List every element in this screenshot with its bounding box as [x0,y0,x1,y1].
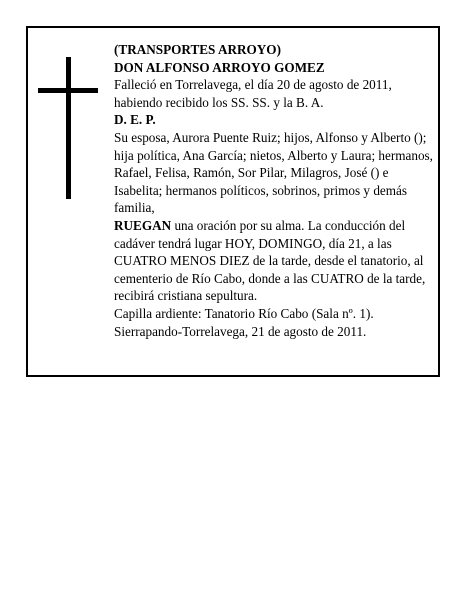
death-statement: Falleció en Torrelavega, el día 20 de agosto de 2011, habiendo recibido los SS. SS. y la B. A. [114,77,392,110]
place-date: Sierrapando-Torrelavega, 21 de agosto de 2011. [114,323,367,339]
notice-text [114,41,436,340]
rip-line: D. E. P. [114,112,156,128]
request-verb: RUEGAN [114,217,172,233]
funeral-details: una oración por su alma. La conducción del cadáver tendrá lugar HOY, DOMINGO, día 21, a las CUATRO MENOS DIEZ de la tarde, desde el tanatorio, al cementerio de Río Cabo, donde a las CUATRO de la tarde, recibirá cristiana sepultura. [114,217,426,304]
chapel-info: Capilla ardiente: Tanatorio Río Cabo (Sala nº. 1). [114,305,374,321]
funeral-request [114,217,436,305]
cross-vertical-bar [66,57,71,199]
deceased-name: DON ALFONSO ARROYO GOMEZ [114,59,325,75]
cross-horizontal-bar [38,88,98,93]
company-name: (TRANSPORTES ARROYO) [114,42,281,57]
family-list: Su esposa, Aurora Puente Ruiz; hijos, Alfonso y Alberto (); hija política, Ana García; nietos, Alberto y Laura; hermanos, Rafael, Felisa, Ramón, Sor Pilar, Milagros, José () e Isabelita; hermanos políticos, sobrinos, primos y demás familia, [114,129,433,216]
cross-icon [38,57,98,199]
obituary-notice [26,26,440,377]
